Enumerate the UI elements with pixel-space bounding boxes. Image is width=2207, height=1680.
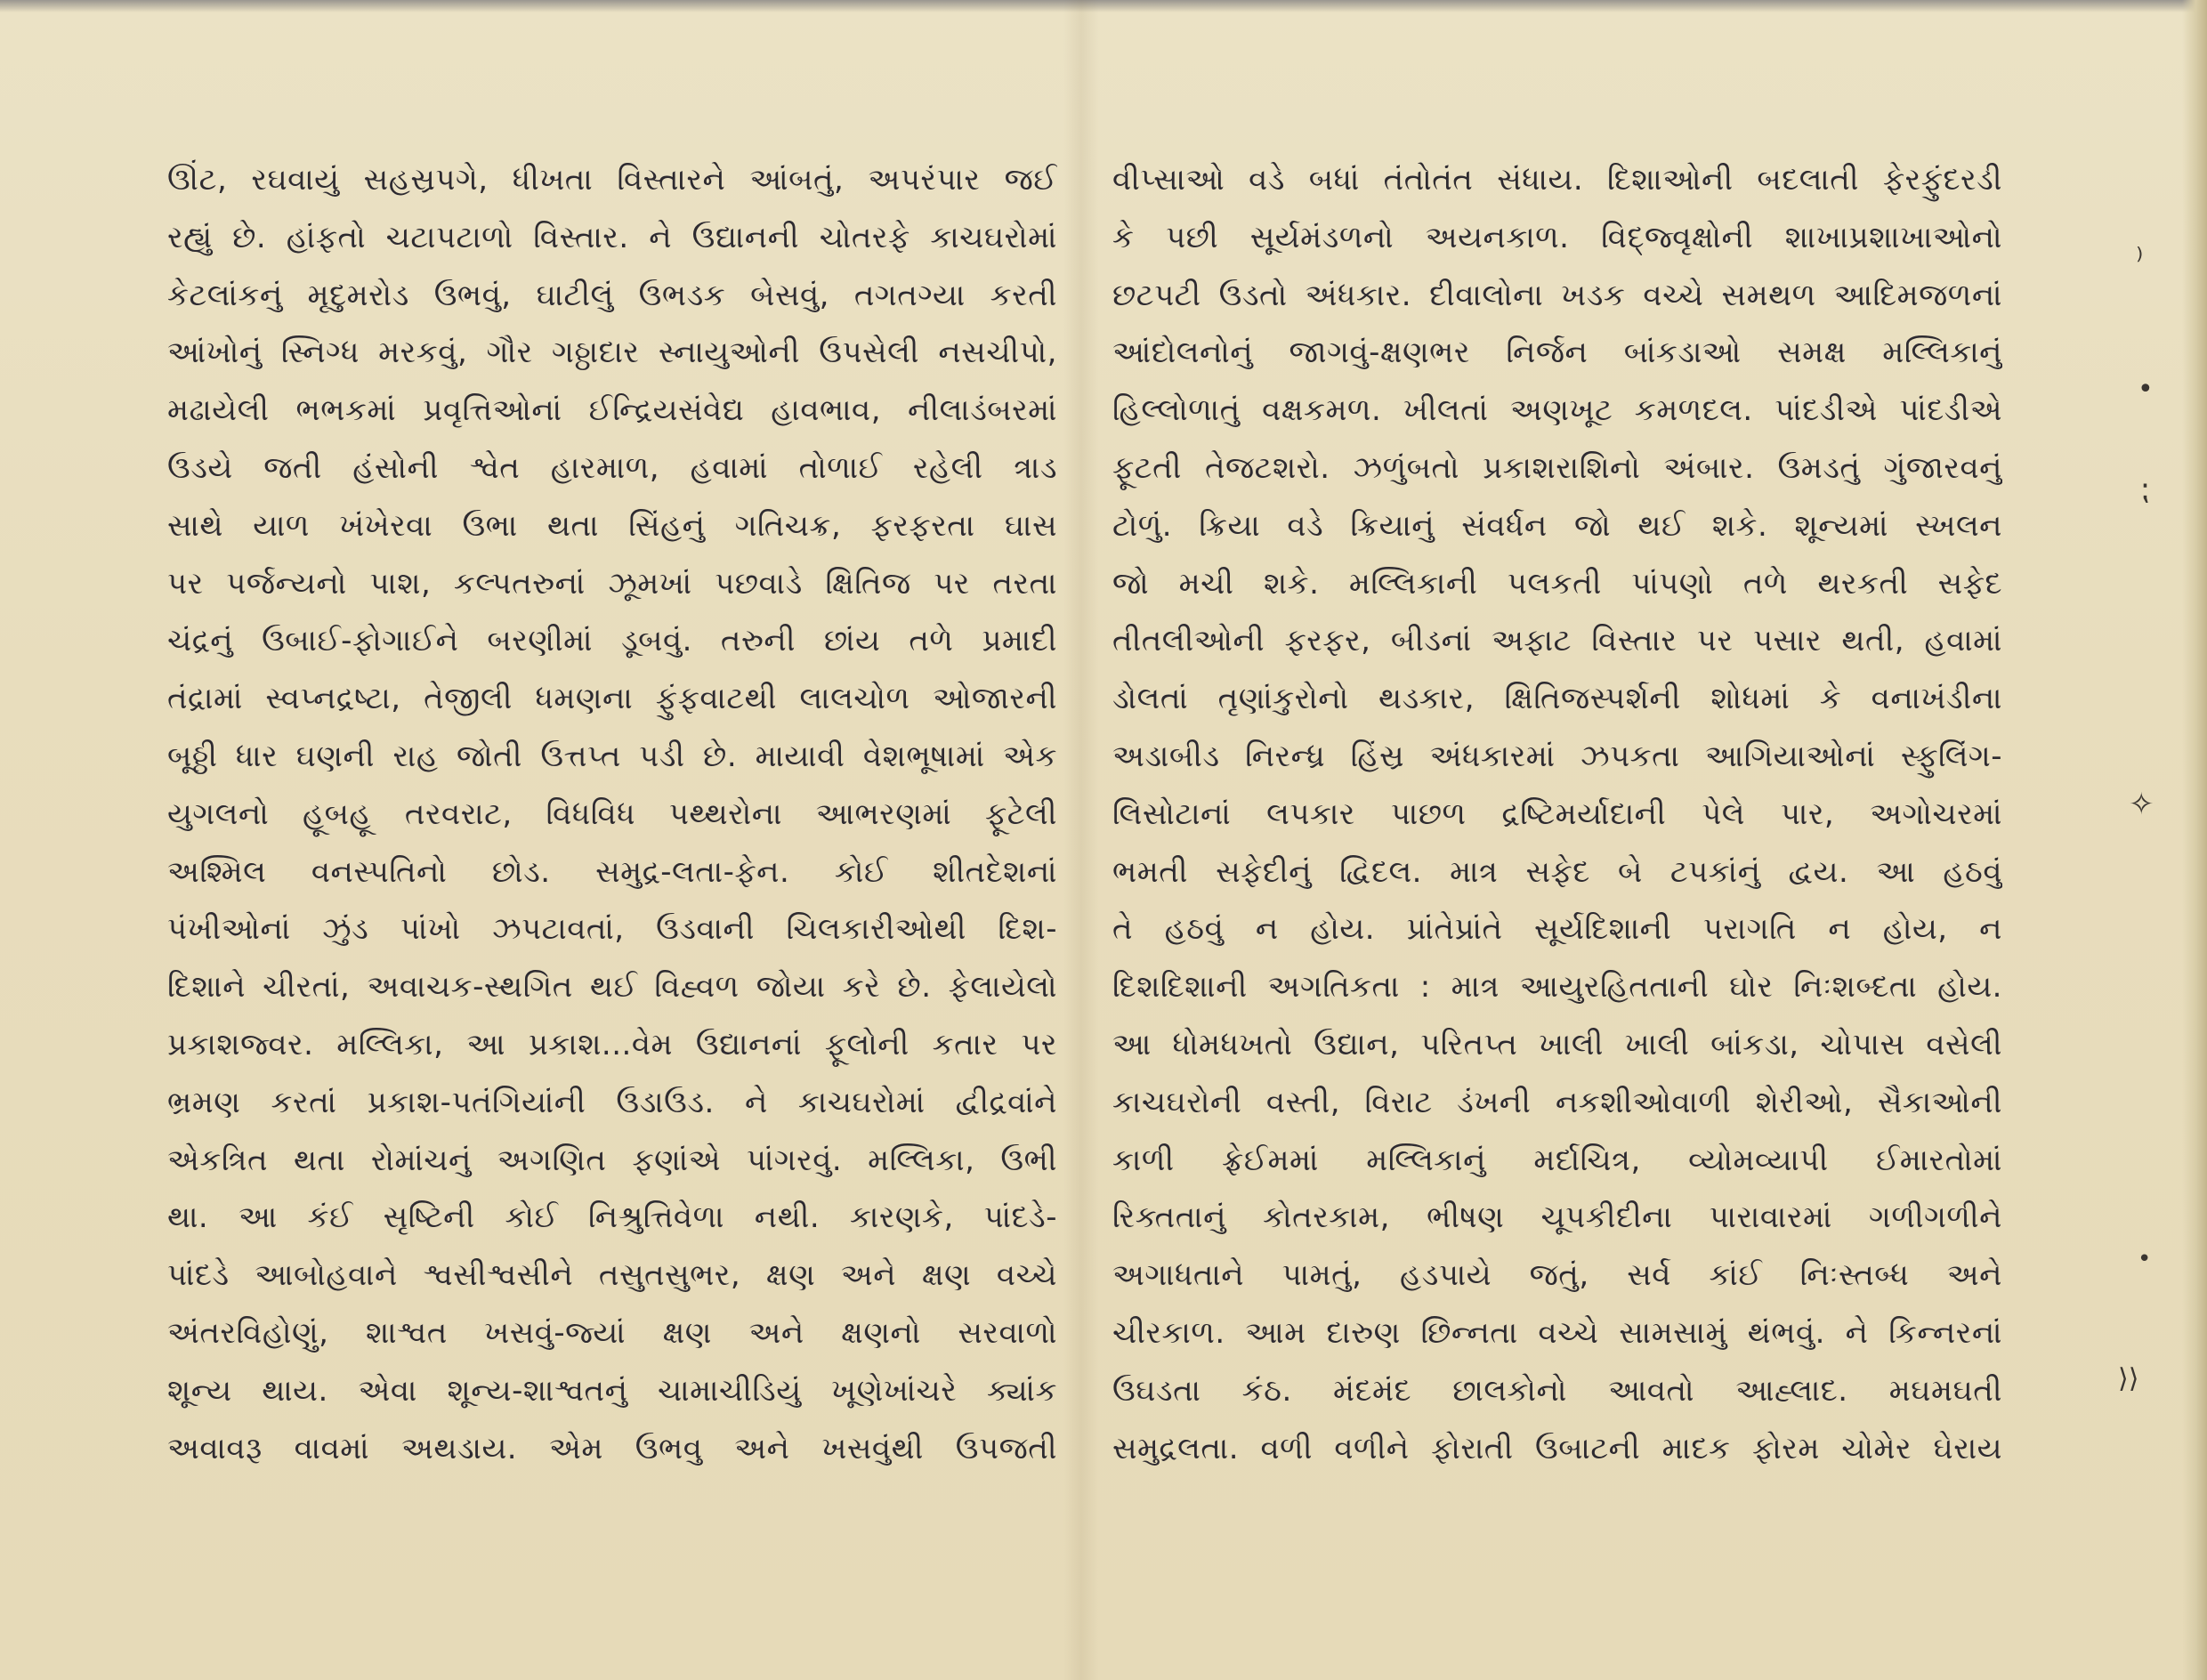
text-line: ચંદ્રનું ઉબાઈ-ફોગાઈને બરણીમાં ડૂબવું. તરુની છાંય તળે પ્રમાદી bbox=[167, 623, 1057, 659]
margin-mark: ⟩⟩ bbox=[2118, 1363, 2139, 1394]
text-line: રિક્તતાનું કોતરકામ, ભીષણ ચૂપકીદીના પારાવારમાં ગળીગળીને bbox=[1112, 1199, 2002, 1236]
text-line: શૂન્ય થાય. એવા શૂન્ય-શાશ્વતનું ચામાચીડિયું ખૂણેખાંચરે ક્યાંક bbox=[167, 1372, 1057, 1409]
text-line: પાંદડે આબોહવાને શ્વસીશ્વસીને તસુતસુભર, ક્ષણ અને ક્ષણ વચ્ચે bbox=[167, 1257, 1057, 1294]
text-line: કેટલાંકનું મૃદુમરોડ ઉભવું, ઘાટીલું ઉભડક બેસવું, તગતગ્યા કરતી bbox=[167, 277, 1057, 313]
text-line: ફૂટતી તેજટશરો. ઝળુંબતો પ્રકાશરાશિનો અંબાર. ઉમડતું ગુંજારવનું bbox=[1112, 449, 2002, 486]
text-line: ઊંટ, રઘવાયું સહસ્રપગે, ધીખતા વિસ્તારને આંબતું, અપરંપાર જઈ bbox=[167, 162, 1057, 198]
text-line: કે પછી સૂર્યમંડળનો અયનકાળ. વિદ્જ્વૃક્ષોની શાખાપ્રશાખાઓનો bbox=[1112, 219, 2002, 255]
text-line: હિલ્લોળાતું વક્ષકમળ. ખીલતાં અણખૂટ કમળદલ. પાંદડીએ પાંદડીએ bbox=[1112, 392, 2002, 429]
text-line: છટપટી ઉડતો અંધકાર. દીવાલોના ખડક વચ્ચે સમથળ આદિમજળનાં bbox=[1112, 277, 2002, 313]
left-page-text bbox=[167, 151, 1057, 1477]
text-line: થા. આ કંઈ સૃષ્ટિની કોઈ નિશ્રુત્તિવેળા નથી. કારણકે, પાંદડે- bbox=[167, 1199, 1057, 1236]
text-line: ચીરકાળ. આમ દારુણ છિન્નતા વચ્ચે સામસામું થંભવું. ને કિન્નરનાં bbox=[1112, 1314, 2002, 1351]
text-line: મઢાયેલી ભભકમાં પ્રવૃત્તિઓનાં ઈન્દ્રિયસંવેદ્ય હાવભાવ, નીલાડંબરમાં bbox=[167, 392, 1057, 429]
text-line: તીતલીઓની ફરફર, બીડનાં અફાટ વિસ્તાર પર પસાર થતી, હવામાં bbox=[1112, 623, 2002, 659]
text-line: દિશદિશાની અગતિકતા : માત્ર આયુરહિતતાની ઘોર નિઃશબ્દતા હોય. bbox=[1112, 969, 2002, 1006]
text-line: ઉડયે જતી હંસોની શ્વેત હારમાળ, હવામાં તોળાઈ રહેલી ત્રાડ bbox=[167, 449, 1057, 486]
text-line: પ્રકાશજ્વર. મલ્લિકા, આ પ્રકાશ...વેમ ઉદ્યાનનાં ફૂલોની કતાર પર bbox=[167, 1026, 1057, 1062]
text-line: આ ધોમધખતો ઉદ્યાન, પરિતપ્ત ખાલી ખાલી બાંકડા, ચોપાસ વસેલી bbox=[1112, 1026, 2002, 1062]
text-line: રહ્યું છે. હાંફતો ચટાપટાળો વિસ્તાર. ને ઉદ્યાનની ચોતરફે કાચઘરોમાં bbox=[167, 219, 1057, 255]
text-line: આંખોનું સ્નિગ્ધ મરકવું, ગૌર ગઠ્ઠાદાર સ્નાયુઓની ઉપસેલી નસચીપો, bbox=[167, 335, 1057, 371]
text-line: બૂઠ્ઠી ધાર ઘણની રાહ જોતી ઉત્તપ્ત પડી છે. માયાવી વેશભૂષામાં એક bbox=[167, 738, 1057, 774]
text-line: તંદ્રામાં સ્વપ્નદ્રષ્ટા, તેજીલી ધમણના ફુંફવાટથી લાલચોળ ઓજારની bbox=[167, 681, 1057, 717]
margin-mark: ⁏ bbox=[2139, 472, 2150, 507]
text-line: ઉઘડતા કંઠ. મંદમંદ છાલકોનો આવતો આહ્લાદ. મઘમઘતી bbox=[1112, 1372, 2002, 1409]
text-line: દિશાને ચીરતાં, અવાચક-સ્થગિત થઈ વિહ્વળ જોયા કરે છે. ફેલાયેલો bbox=[167, 969, 1057, 1006]
text-line: અવાવરૂ વાવમાં અથડાય. એમ ઉભવુ અને ખસવુંથી ઉપજતી bbox=[167, 1430, 1057, 1466]
text-line: અંતરવિહોણું, શાશ્વત ખસવું-જ્યાં ક્ષણ અને ક્ષણનો સરવાળો bbox=[167, 1314, 1057, 1351]
margin-mark: • bbox=[2138, 1246, 2152, 1272]
text-line: સાથે યાળ ખંખેરવા ઉભા થતા સિંહનું ગતિચક્ર, ફરફરતા ઘાસ bbox=[167, 507, 1057, 544]
text-line: ભ્રમણ કરતાં પ્રકાશ-પતંગિયાંની ઉડાઉડ. ને કાચઘરોમાં દ્વીદ્રવાંને bbox=[167, 1084, 1057, 1120]
text-line: સમુદ્રલતા. વળી વળીને ફોરાતી ઉબાટની માદક ફોરમ ચોમેર ઘેરાય bbox=[1112, 1430, 2002, 1466]
book-gutter bbox=[1063, 0, 1099, 1680]
text-line: અડાબીડ નિરન્ધ્ર હિંસ્ર અંધકારમાં ઝપકતા આગિયાઓનાં સ્ફુલિંગ- bbox=[1112, 738, 2002, 774]
text-line: કાળી ફ્રેઈમમાં મલ્લિકાનું મર્દાચિત્ર, વ્યોમવ્યાપી ઈમારતોમાં bbox=[1112, 1142, 2002, 1178]
page-right-edge bbox=[2182, 0, 2207, 1680]
text-line: કાચઘરોની વસ્તી, વિરાટ ડંખની નકશીઓવાળી શેરીઓ, સૈકાઓની bbox=[1112, 1084, 2002, 1120]
text-line: તે હઠવું ન હોય. પ્રાંતેપ્રાંતે સૂર્યદિશાની પરાગતિ ન હોય, ન bbox=[1112, 911, 2002, 948]
text-line: આંદોલનોનું જાગવું-ક્ષણભર નિર્જન બાંકડાઓ સમક્ષ મલ્લિકાનું bbox=[1112, 335, 2002, 371]
text-line: ભમતી સફેદીનું દ્વિદલ. માત્ર સફેદ બે ટપકાંનું દ્વય. આ હઠવું bbox=[1112, 853, 2002, 890]
text-line: વીપ્સાઓ વડે બધાં તંતોતંત સંધાય. દિશાઓની બદલાતી ફેરફુંદરડી bbox=[1112, 162, 2002, 198]
text-line: જો મચી શકે. મલ્લિકાની પલકતી પાંપણો તળે થરકતી સફેદ bbox=[1112, 565, 2002, 602]
text-line: પર પર્જન્યનો પાશ, કલ્પતરુનાં ઝૂમખાં પછવાડે ક્ષિતિજ પર તરતા bbox=[167, 565, 1057, 602]
text-line: અગાધતાને પામતું, હડપાયે જતું, સર્વ કાંઈ નિઃસ્તબ્ધ અને bbox=[1112, 1257, 2002, 1294]
text-line: એકત્રિત થતા રોમાંચનું અગણિત ફણાંએ પાંગરવું. મલ્લિકા, ઉભી bbox=[167, 1142, 1057, 1178]
margin-mark: ⁾ bbox=[2136, 242, 2144, 278]
text-line: અશ્મિલ વનસ્પતિનો છોડ. સમુદ્ર-લતા-ફેન. કોઈ શીતદેશનાં bbox=[167, 853, 1057, 890]
text-line: પંખીઓનાં ઝુંડ પાંખો ઝપટાવતાં, ઉડવાની ચિલકારીઓથી દિશ- bbox=[167, 911, 1057, 948]
text-line: યુગલનો હૂબહૂ તરવરાટ, વિધવિધ પથ્થરોના આભરણમાં ફૂટેલી bbox=[167, 796, 1057, 832]
text-line: ડોલતાં તૃણાંકુરોનો થડકાર, ક્ષિતિજસ્પર્શની શોધમાં કે વનાખંડીના bbox=[1112, 681, 2002, 717]
page-top-edge bbox=[0, 0, 2207, 12]
text-line: ટોળું. ક્રિયા વડે ક્રિયાનું સંવર્ધન જો થઈ શકે. શૂન્યમાં સ્ખલન bbox=[1112, 507, 2002, 544]
margin-mark: • bbox=[2138, 374, 2154, 405]
margin-mark: ✧ bbox=[2129, 787, 2154, 822]
text-line: લિસોટાનાં લપકાર પાછળ દ્રષ્ટિમર્યાદાની પેલે પાર, અગોચરમાં bbox=[1112, 796, 2002, 832]
right-page-text bbox=[1112, 151, 2002, 1477]
